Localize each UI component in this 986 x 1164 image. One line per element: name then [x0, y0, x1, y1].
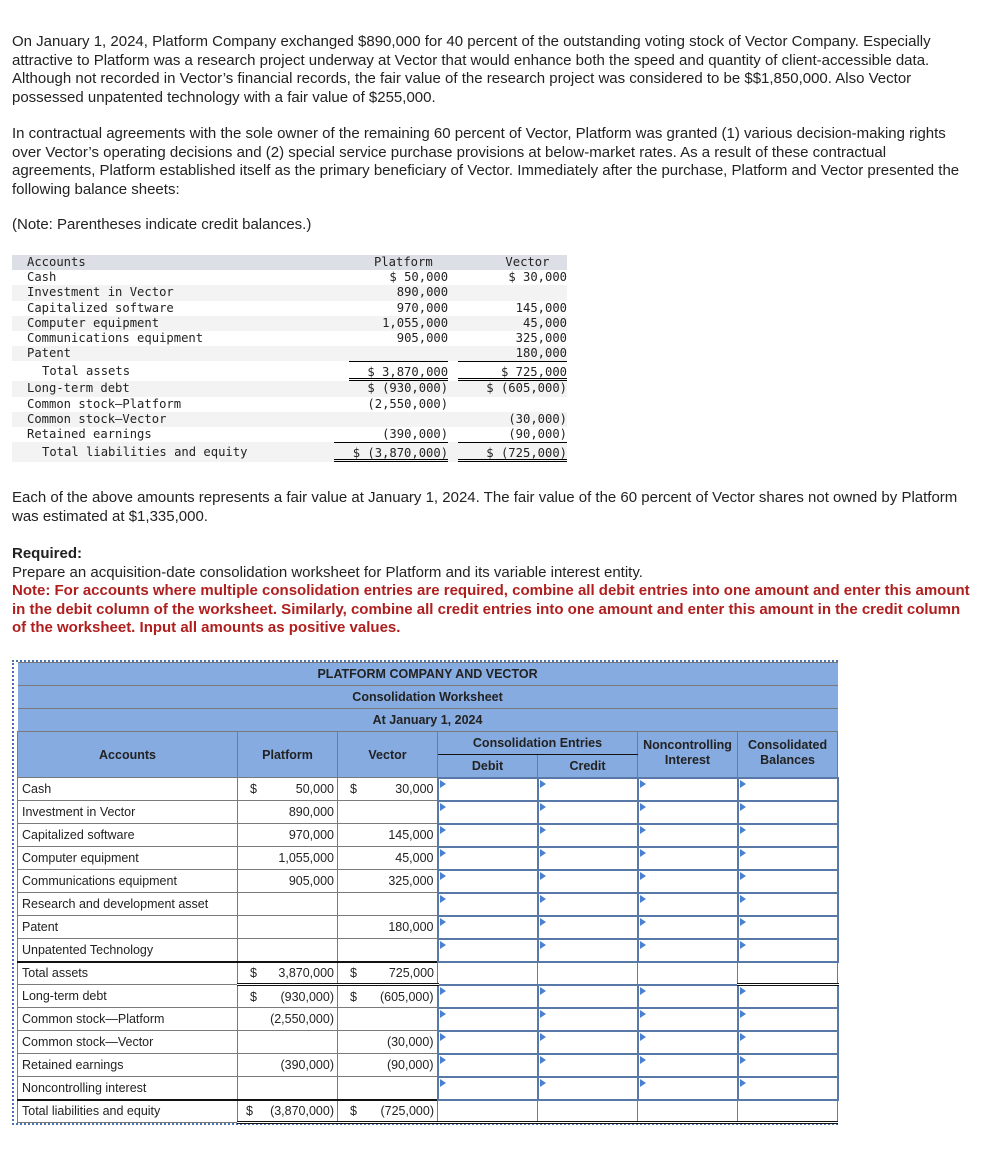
worksheet-row-capitalized-software [18, 824, 838, 847]
vector-cell [338, 985, 438, 1008]
bs-platform-value: (2,550,000) [367, 396, 449, 411]
col-header-accounts: Accounts [18, 732, 238, 778]
debit-total-cell [438, 962, 538, 985]
bs-vector-value [448, 397, 567, 412]
noncontrolling-interest-input[interactable] [638, 1008, 738, 1031]
platform-cell [238, 1077, 338, 1100]
bs-row [12, 285, 567, 300]
vector-cell [338, 939, 438, 962]
worksheet-row-research-development-asset [18, 893, 838, 916]
platform-cell [238, 801, 338, 824]
bs-platform-value: $ 50,000 [389, 270, 449, 285]
credit-input[interactable] [538, 847, 638, 870]
vector-value: 45,000 [395, 851, 434, 865]
dollar-sign: $ [250, 782, 257, 796]
bs-account: Capitalized software [27, 300, 174, 315]
bs-row [12, 397, 567, 412]
account-label: Unpatented Technology [18, 939, 238, 962]
bs-vector-value: $ (605,000) [486, 381, 568, 396]
noncontrolling-interest-input[interactable] [638, 916, 738, 939]
bs-account: Investment in Vector [27, 285, 174, 300]
worksheet-row-long-term-debt [18, 985, 838, 1008]
credit-input[interactable] [538, 916, 638, 939]
platform-cell [238, 1031, 338, 1054]
bs-account: Computer equipment [27, 315, 160, 330]
credit-total-cell [538, 962, 638, 985]
worksheet-row-communications-equipment [18, 870, 838, 893]
worksheet-row-patent [18, 916, 838, 939]
worksheet-row-common-stock-vector [18, 1031, 838, 1054]
consolidated-balance-input[interactable] [738, 1077, 838, 1100]
account-label: Computer equipment [18, 847, 238, 870]
debit-input[interactable] [438, 824, 538, 847]
col-header-vector: Vector [338, 732, 438, 778]
credit-total-cell [538, 1100, 638, 1123]
bs-vector-value: $ (725,000) [458, 442, 567, 462]
credit-input[interactable] [538, 1054, 638, 1077]
platform-cell [238, 962, 338, 985]
col-header-consolidation-entries: Consolidation Entries [438, 732, 638, 755]
debit-input[interactable] [438, 801, 538, 824]
bs-account: Total liabilities and equity [42, 445, 248, 460]
bs-platform-value: (390,000) [382, 426, 449, 441]
bs-vector-value: 45,000 [522, 315, 568, 330]
platform-value: 3,870,000 [278, 965, 334, 980]
vector-cell [338, 1008, 438, 1031]
worksheet-row-cash [18, 778, 838, 801]
worksheet-row-common-stock-platform [18, 1008, 838, 1031]
col-header-consolidated-balances: Consolidated Balances [738, 732, 838, 778]
credit-input[interactable] [538, 870, 638, 893]
col-header-credit: Credit [538, 755, 638, 778]
bs-row [12, 346, 567, 361]
vector-value: (605,000) [379, 989, 434, 1004]
balance-sheet-table [12, 255, 567, 462]
debit-input[interactable] [438, 985, 538, 1008]
account-label: Capitalized software [18, 824, 238, 847]
worksheet-row-total-liabilities-equity [18, 1100, 838, 1123]
consolidated-balance-input[interactable] [738, 916, 838, 939]
worksheet-subtitle: Consolidation Worksheet [18, 686, 838, 709]
noncontrolling-interest-input[interactable] [638, 939, 738, 962]
platform-cell [238, 824, 338, 847]
col-header-debit: Debit [438, 755, 538, 778]
bs-header-platform: Platform [373, 255, 433, 269]
credit-input[interactable] [538, 985, 638, 1008]
bs-platform-value: $ (930,000) [367, 381, 449, 396]
problem-paragraph-1: On January 1, 2024, Platform Company exchanged $890,000 for 40 percent of the outstanding voting stock of Vector Company. Especially attractive to Platform was a research project underway at Vector that would enhance both the speed and quantity of client-accessible data. Although not recorded in Vector’s financial records, the fair value of the research project was considered to be $$1,850,000. Also Vector possessed unpatented technology with a fair value of $255,000. [12, 33, 931, 106]
account-label: Common stock—Vector [18, 1031, 238, 1054]
bs-account: Long-term debt [27, 381, 130, 396]
consolidated-balance-input[interactable] [738, 1054, 838, 1077]
account-label: Investment in Vector [18, 801, 238, 824]
debit-input[interactable] [438, 1031, 538, 1054]
vector-cell [338, 870, 438, 893]
bs-vector-value: $ 725,000 [458, 361, 567, 381]
bs-row [12, 381, 567, 396]
consolidated-balance-input[interactable] [738, 939, 838, 962]
bs-account: Common stock–Vector [27, 411, 167, 426]
account-label: Common stock—Platform [18, 1008, 238, 1031]
bs-account: Communications equipment [27, 330, 204, 345]
nci-total-cell [638, 962, 738, 985]
vector-cell [338, 1100, 438, 1123]
bs-row [12, 270, 567, 285]
vector-cell [338, 824, 438, 847]
bs-header-vector: Vector [505, 255, 550, 269]
platform-value: (930,000) [280, 989, 334, 1004]
dollar-sign: $ [250, 965, 257, 980]
dollar-sign: $ [350, 1103, 357, 1118]
bs-account: Cash [27, 270, 57, 285]
bs-vector-value: $ 30,000 [508, 270, 568, 285]
bs-account: Total assets [42, 364, 131, 379]
credit-input[interactable] [538, 1008, 638, 1031]
noncontrolling-interest-input[interactable] [638, 778, 738, 801]
dollar-sign: $ [350, 989, 357, 1004]
vector-cell [338, 893, 438, 916]
required-text: Prepare an acquisition-date consolidation worksheet for Platform and its variable interest entity. [12, 563, 643, 581]
bs-vector-value: 145,000 [515, 300, 568, 315]
debit-input[interactable] [438, 1008, 538, 1031]
noncontrolling-interest-input[interactable] [638, 1077, 738, 1100]
debit-input[interactable] [438, 1054, 538, 1077]
consolidated-balance-input[interactable] [738, 893, 838, 916]
bs-row [12, 316, 567, 331]
bs-row [12, 331, 567, 346]
platform-value: (2,550,000) [270, 1012, 334, 1026]
credit-input[interactable] [538, 893, 638, 916]
vector-cell [338, 1054, 438, 1077]
credit-input[interactable] [538, 824, 638, 847]
dollar-sign: $ [246, 1103, 253, 1118]
bs-platform-value: 970,000 [396, 300, 449, 315]
worksheet-date: At January 1, 2024 [18, 709, 838, 732]
platform-value: 890,000 [288, 805, 334, 819]
consolidated-balance-input[interactable] [738, 1008, 838, 1031]
platform-value: 1,055,000 [278, 851, 334, 865]
account-label: Total assets [18, 962, 238, 985]
balance-sheet-header [12, 255, 567, 270]
worksheet-row-investment-in-vector [18, 801, 838, 824]
platform-cell [238, 916, 338, 939]
consolidation-worksheet [12, 660, 838, 1125]
vector-value: 725,000 [388, 965, 434, 980]
vector-cell [338, 801, 438, 824]
platform-cell [238, 939, 338, 962]
credit-input[interactable] [538, 801, 638, 824]
vector-value: 30,000 [395, 782, 434, 796]
bs-account: Patent [27, 346, 72, 361]
debit-input[interactable] [438, 1077, 538, 1100]
bs-account: Common stock–Platform [27, 396, 182, 411]
vector-value: (30,000) [386, 1035, 434, 1049]
instruction-note: Note: For accounts where multiple consolidation entries are required, combine all debit entries into one amount and enter this amount in the debit column of the worksheet. Similarly, combine all credit entries into one amount and enter this amount in the credit column of the worksheet. Input all amounts as positive values. [12, 582, 970, 636]
bs-row-total-liabilities-equity [12, 442, 567, 462]
bs-platform-value: $ (3,870,000) [334, 442, 448, 462]
account-label: Total liabilities and equity [18, 1100, 238, 1123]
credit-input[interactable] [538, 1031, 638, 1054]
platform-cell [238, 1100, 338, 1123]
vector-value: 145,000 [388, 828, 434, 842]
bs-platform-value: 1,055,000 [382, 315, 449, 330]
bs-vector-value: (90,000) [508, 426, 568, 441]
platform-cell [238, 870, 338, 893]
platform-value: (390,000) [280, 1058, 334, 1072]
consolidated-balance-input[interactable] [738, 1031, 838, 1054]
consolidated-balance-input[interactable] [738, 847, 838, 870]
worksheet-row-total-assets [18, 962, 838, 985]
platform-cell [238, 893, 338, 916]
bs-vector-value: 180,000 [515, 346, 568, 361]
bs-platform-value: 890,000 [396, 285, 449, 300]
col-header-platform: Platform [238, 732, 338, 778]
debit-input[interactable] [438, 893, 538, 916]
bs-account: Retained earnings [27, 426, 152, 441]
platform-value: 970,000 [288, 828, 334, 842]
consolidated-balance-input[interactable] [738, 985, 838, 1008]
worksheet-title: PLATFORM COMPANY AND VECTOR [18, 663, 838, 686]
problem-paragraph-4: Each of the above amounts represents a fair value at January 1, 2024. The fair value of the 60 percent of Vector shares not owned by Platform was estimated at $1,335,000. [12, 489, 958, 525]
account-label: Cash [18, 778, 238, 801]
bs-row [12, 427, 567, 442]
noncontrolling-interest-input[interactable] [638, 824, 738, 847]
worksheet-row-computer-equipment [18, 847, 838, 870]
worksheet-row-noncontrolling-interest [18, 1077, 838, 1100]
bs-platform-value: $ 3,870,000 [349, 361, 448, 381]
bs-row [12, 412, 567, 427]
vector-value: 325,000 [388, 874, 434, 888]
worksheet-row-unpatented-technology [18, 939, 838, 962]
bs-platform-value [329, 412, 448, 427]
bs-vector-value: (30,000) [508, 411, 568, 426]
consolidated-balance-input[interactable] [738, 801, 838, 824]
consolidated-balance-input[interactable] [738, 870, 838, 893]
debit-input[interactable] [438, 939, 538, 962]
vector-value: (90,000) [386, 1058, 434, 1072]
vector-value: (725,000) [380, 1103, 434, 1118]
worksheet-row-retained-earnings [18, 1054, 838, 1077]
bs-header-accounts: Accounts [27, 255, 86, 269]
debit-input[interactable] [438, 870, 538, 893]
noncontrolling-interest-input[interactable] [638, 1031, 738, 1054]
dollar-sign: $ [350, 965, 357, 980]
account-label: Retained earnings [18, 1054, 238, 1077]
account-label: Noncontrolling interest [18, 1077, 238, 1100]
platform-value: (3,870,000) [270, 1103, 334, 1118]
credit-input[interactable] [538, 939, 638, 962]
bs-platform-value: 905,000 [396, 330, 449, 345]
noncontrolling-interest-input[interactable] [638, 985, 738, 1008]
noncontrolling-interest-input[interactable] [638, 893, 738, 916]
debit-input[interactable] [438, 778, 538, 801]
vector-cell [338, 1031, 438, 1054]
noncontrolling-interest-input[interactable] [638, 870, 738, 893]
noncontrolling-interest-input[interactable] [638, 847, 738, 870]
bs-row [12, 301, 567, 316]
credit-balance-note: (Note: Parentheses indicate credit balances.) [12, 216, 312, 233]
platform-cell [238, 778, 338, 801]
bs-platform-value [329, 346, 448, 361]
consolidated-balance-input[interactable] [738, 778, 838, 801]
bs-vector-value [448, 285, 567, 300]
credit-input[interactable] [538, 778, 638, 801]
dollar-sign: $ [250, 989, 257, 1004]
vector-cell [338, 916, 438, 939]
platform-value: 50,000 [295, 782, 334, 796]
vector-cell [338, 962, 438, 985]
noncontrolling-interest-input[interactable] [638, 801, 738, 824]
required-title: Required: [12, 545, 83, 562]
vector-cell [338, 1077, 438, 1100]
vector-value: 180,000 [388, 920, 434, 934]
col-header-noncontrolling-interest: Noncontrolling Interest [638, 732, 738, 778]
consolidated-total-liabilities-equity-cell [738, 1100, 838, 1123]
debit-input[interactable] [438, 916, 538, 939]
account-label: Patent [18, 916, 238, 939]
consolidated-balance-input[interactable] [738, 824, 838, 847]
worksheet-table [17, 662, 839, 1124]
vector-cell [338, 778, 438, 801]
nci-total-cell [638, 1100, 738, 1123]
bs-vector-value: 325,000 [515, 330, 568, 345]
vector-cell [338, 847, 438, 870]
platform-value: 905,000 [288, 874, 334, 888]
platform-cell [238, 985, 338, 1008]
account-label: Long-term debt [18, 985, 238, 1008]
consolidated-total-assets-cell [738, 962, 838, 985]
platform-cell [238, 1008, 338, 1031]
platform-cell [238, 1054, 338, 1077]
credit-input[interactable] [538, 1077, 638, 1100]
debit-input[interactable] [438, 847, 538, 870]
platform-cell [238, 847, 338, 870]
noncontrolling-interest-input[interactable] [638, 1054, 738, 1077]
account-label: Communications equipment [18, 870, 238, 893]
problem-paragraph-2: In contractual agreements with the sole owner of the remaining 60 percent of Vector, Platform was granted (1) various decision-making rights over Vector’s operating decisions and (2) special service purchase provisions at below-market rates. As a result of these contractual agreements, Platform established itself as the primary beneficiary of Vector. Immediately after the purchase, Platform and Vector presented the following balance sheets: [12, 125, 960, 198]
dollar-sign: $ [350, 782, 357, 796]
required-section [12, 545, 972, 638]
account-label: Research and development asset [18, 893, 238, 916]
debit-total-cell [438, 1100, 538, 1123]
bs-row-total-assets [12, 361, 567, 381]
